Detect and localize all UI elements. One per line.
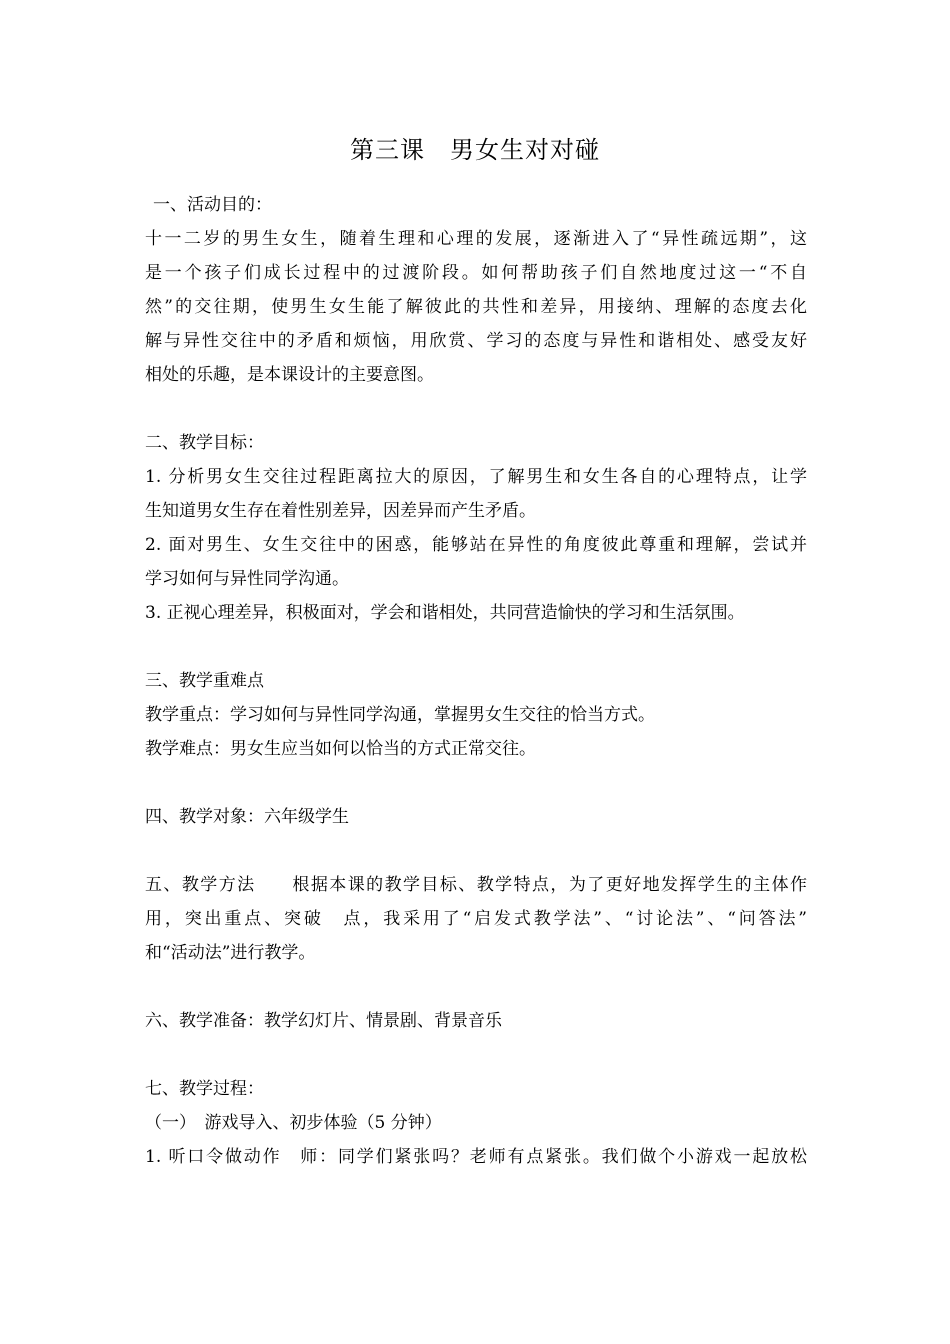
paragraph-line: 1. 分析男女生交往过程距离拉大的原因，了解男生和女生各自的心理特点，让学 (145, 467, 807, 487)
paragraph-line: 1. 听口令做动作 师：同学们紧张吗？老师有点紧张。我们做个小游戏一起放松 (145, 1147, 807, 1167)
paragraph-line: 和“活动法”进行教学。 (145, 943, 316, 963)
paragraph-line: 相处的乐趣，是本课设计的主要意图。 (145, 365, 434, 385)
heading-teaching-target: 四、教学对象：六年级学生 (145, 807, 349, 827)
paragraph-line: 3. 正视心理差异，积极面对，学会和谐相处，共同营造愉快的学习和生活氛围。 (145, 603, 745, 623)
paragraph-line: 用，突出重点、突破 点，我采用了“启发式教学法”、“讨论法”、“问答法” (145, 909, 807, 929)
paragraph-gap (145, 630, 807, 664)
document-title: 第三课 男女生对对碰 (350, 136, 600, 164)
paragraph-line: 是一个孩子们成长过程中的过渡阶段。如何帮助孩子们自然地度过这一“不自 (145, 263, 807, 283)
paragraph-line: 五、教学方法 根据本课的教学目标、教学特点，为了更好地发挥学生的主体作 (145, 875, 807, 895)
paragraph-line: 学习如何与异性同学沟通。 (145, 569, 349, 589)
document-body (145, 188, 807, 1174)
paragraph-line: 然”的交往期，使男生女生能了解彼此的共性和差异，用接纳、理解的态度去化 (145, 297, 807, 317)
paragraph-line: 教学重点：学习如何与异性同学沟通，掌握男女生交往的恰当方式。 (145, 705, 655, 725)
paragraph-gap (145, 392, 807, 426)
paragraph-line: 解与异性交往中的矛盾和烦恼，用欣赏、学习的态度与异性和谐相处、感受友好 (145, 331, 807, 351)
paragraph-gap (145, 766, 807, 800)
paragraph-line: 2. 面对男生、女生交往中的困惑，能够站在异性的角度彼此尊重和理解，尝试并 (145, 535, 807, 555)
paragraph-line: 教学难点：男女生应当如何以恰当的方式正常交往。 (145, 739, 536, 759)
heading-teaching-goals: 二、教学目标： (145, 433, 264, 453)
heading-key-points: 三、教学重难点 (145, 671, 264, 691)
paragraph-gap (145, 970, 807, 1004)
paragraph-line: 生知道男女生存在着性别差异，因差异而产生矛盾。 (145, 501, 536, 521)
heading-activity-purpose: 一、活动目的： (153, 195, 272, 215)
paragraph-line: 十一二岁的男生女生，随着生理和心理的发展，逐渐进入了“异性疏远期”，这 (145, 229, 807, 249)
heading-teaching-prep: 六、教学准备：教学幻灯片、情景剧、背景音乐 (145, 1011, 502, 1031)
subheading-game-intro: （一） 游戏导入、初步体验（5 分钟） (145, 1113, 442, 1133)
heading-teaching-process: 七、教学过程： (145, 1079, 264, 1099)
paragraph-gap (145, 1038, 807, 1072)
paragraph-gap (145, 834, 807, 868)
